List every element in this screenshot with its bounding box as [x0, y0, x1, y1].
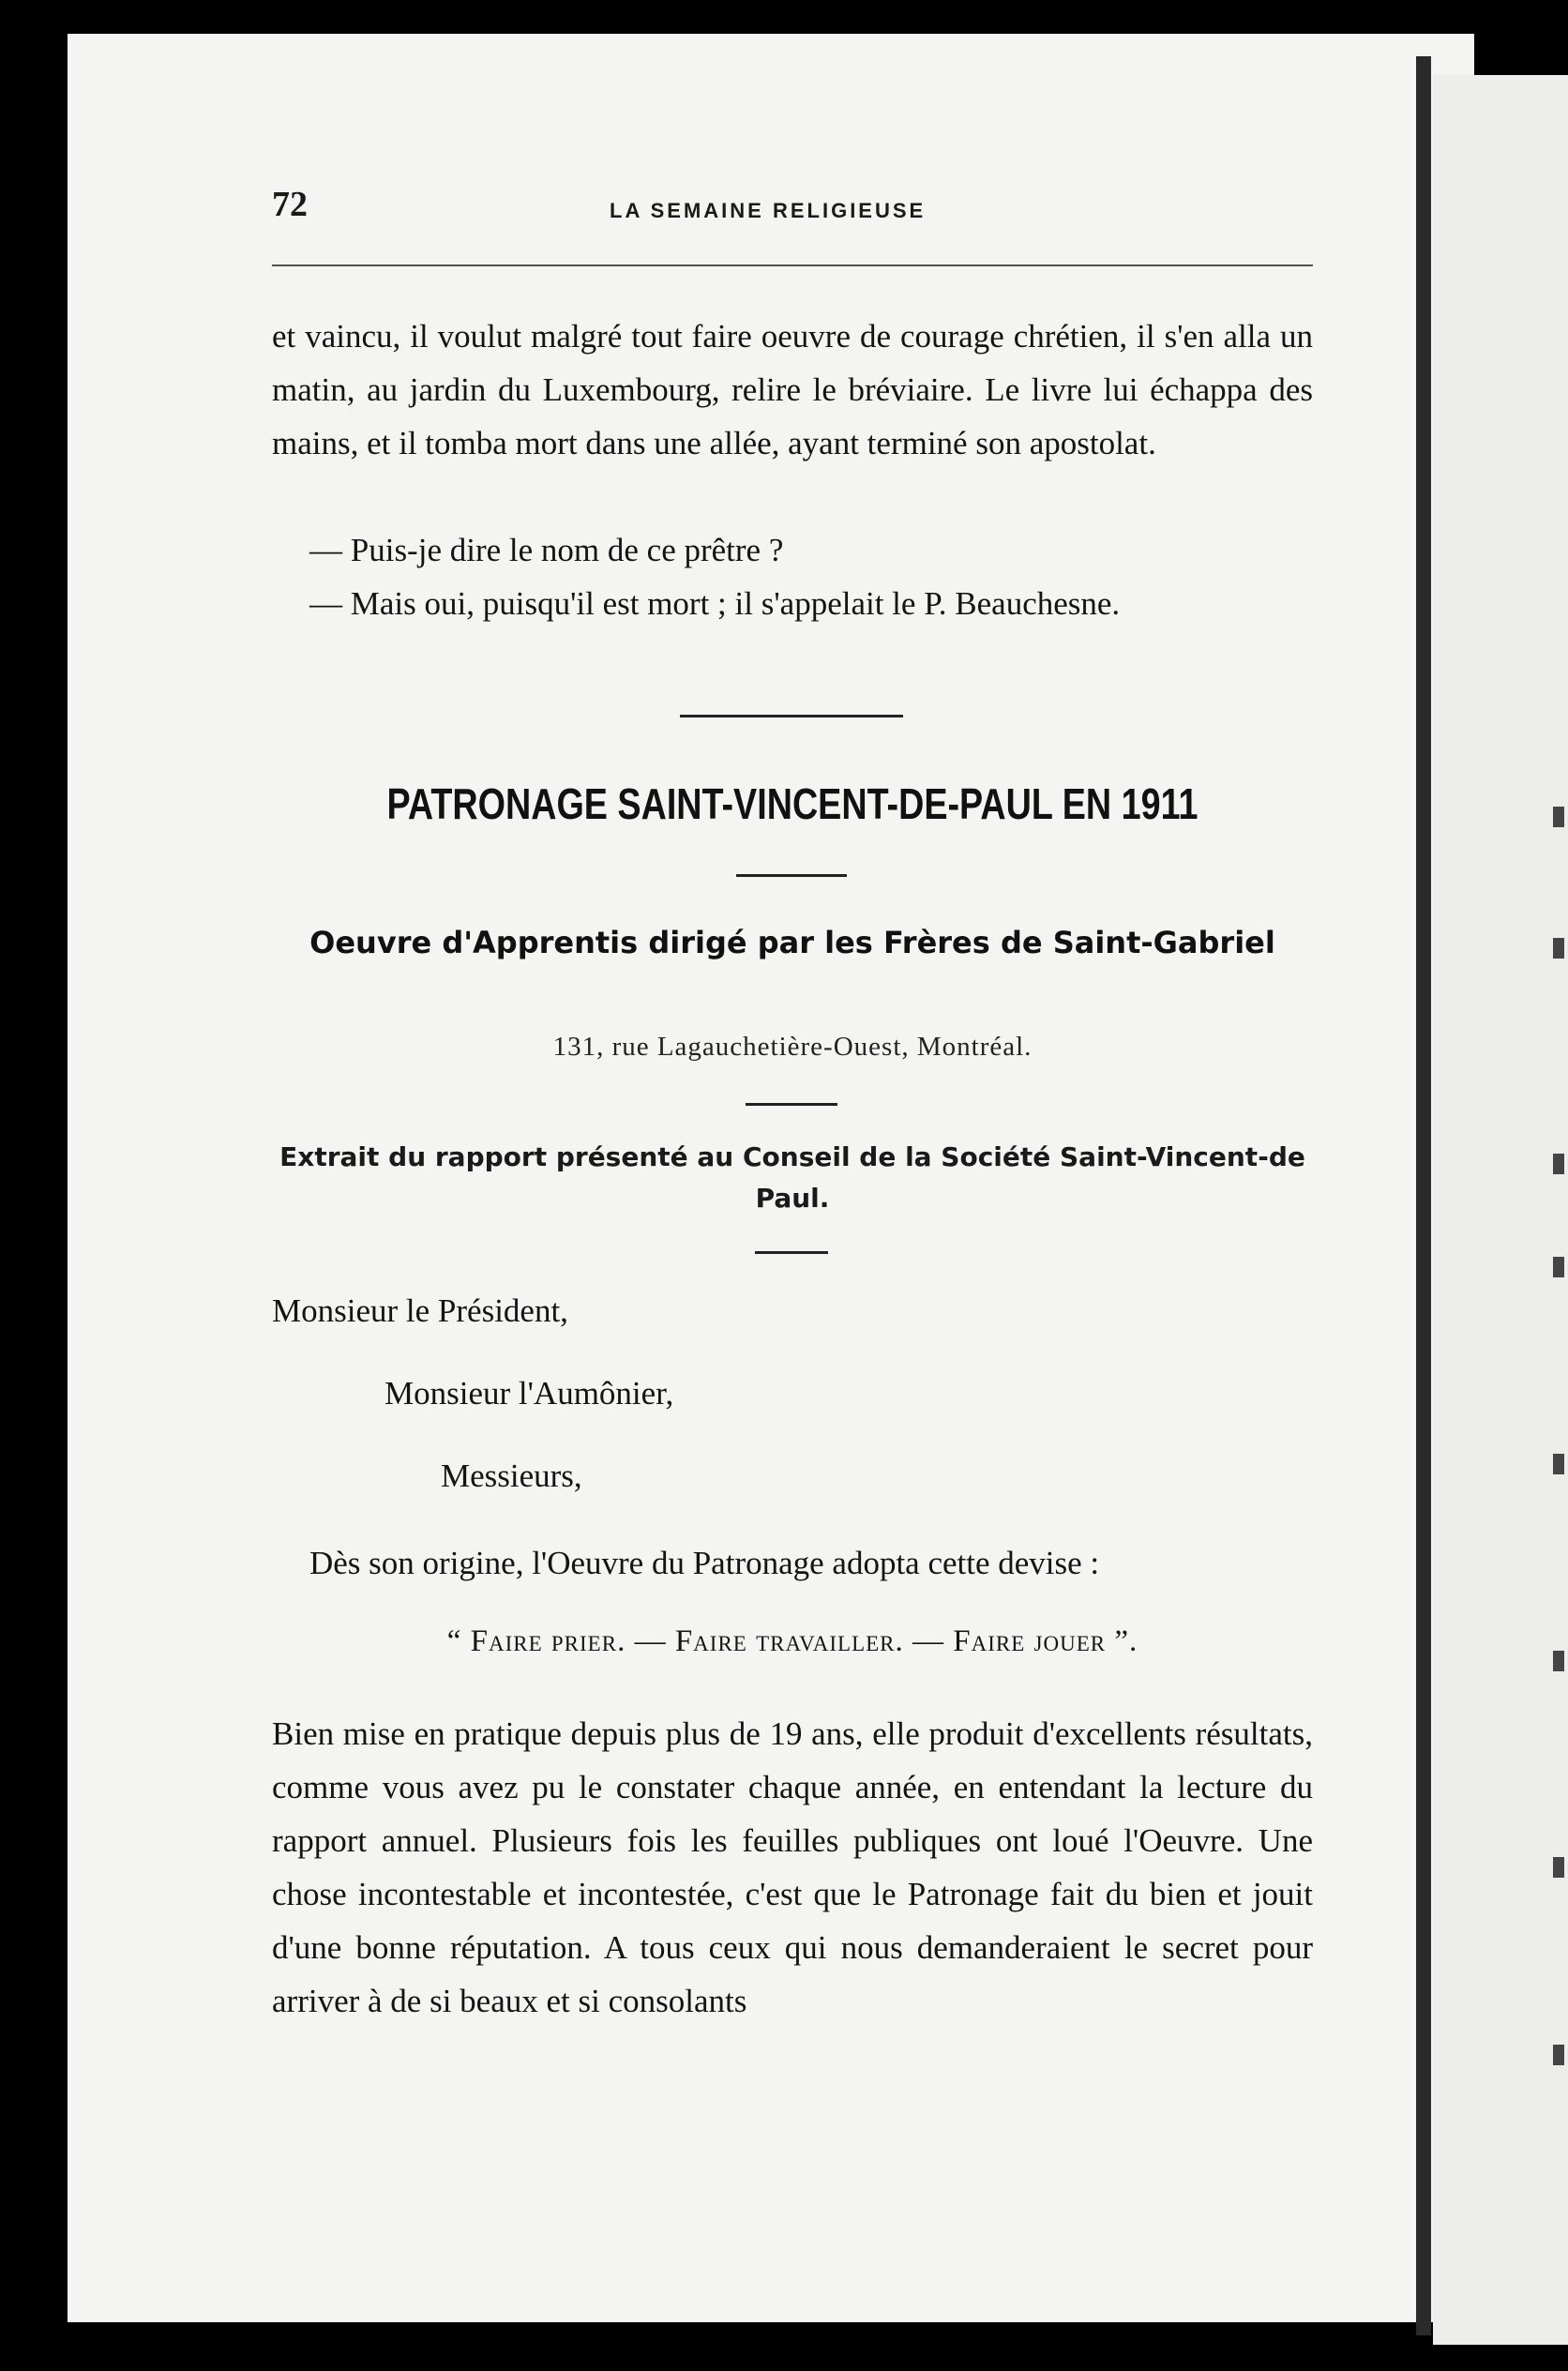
salutation-president: Monsieur le Président, — [272, 1292, 568, 1329]
facing-page-glyph — [1553, 1857, 1564, 1878]
facing-page-glyph — [1553, 1154, 1564, 1174]
running-title: LA SEMAINE RELIGIEUSE — [610, 199, 927, 222]
facing-page-glyph — [1553, 1454, 1564, 1474]
intro-paragraph: Dès son origine, l'Oeuvre du Patronage adopta cette devise : — [309, 1545, 1100, 1581]
section-divider — [680, 715, 903, 717]
article-subtitle: Oeuvre d'Apprentis dirigé par les Frères de Saint-Gabriel — [309, 925, 1275, 960]
page-number: 72 — [272, 185, 308, 224]
address-line: 131, rue Lagauchetière-Ouest, Montréal. — [552, 1032, 1033, 1062]
facing-page-glyph — [1553, 1651, 1564, 1671]
facing-page-glyph — [1553, 2045, 1564, 2065]
dialogue-line: — Mais oui, puisqu'il est mort ; il s'appelait le P. Beauchesne. — [309, 585, 1121, 622]
salutation-chaplain: Monsieur l'Aumônier, — [384, 1375, 674, 1412]
article-title: PATRONAGE SAINT-VINCENT-DE-PAUL EN 1911 — [386, 779, 1199, 828]
facing-page-glyph — [1553, 1257, 1564, 1277]
book-gutter — [1416, 56, 1431, 2335]
body-paragraph: Bien mise en pratique depuis plus de 19 ans, elle produit d'excellents résultats, comme vous avez pu le constater chaque année, en entendant la lecture du rapport annuel. Plusieurs fois les feuilles publiques ont loué l'Oeuvre. Une chose incontestable et incontestée, c'est que le Patronage fait du bien et jouit d'une bonne réputation. A tous ceux qui nous demanderaient le secret pour arriver à de si beaux et si consolants — [272, 1715, 1313, 2019]
address-divider — [746, 1103, 837, 1106]
facing-page-glyph — [1553, 938, 1564, 959]
extract-note: Extrait du rapport présenté au Conseil de la Société Saint-Vincent-de Paul. — [279, 1141, 1305, 1214]
title-divider — [736, 874, 847, 877]
facing-page-edge — [1433, 75, 1568, 2345]
facing-page-glyph — [1553, 807, 1564, 827]
extract-divider — [755, 1251, 828, 1254]
continued-paragraph: et vaincu, il voulut malgré tout faire oeuvre de courage chrétien, il s'en alla un matin, au jardin du Luxembourg, relire le bréviaire. Le livre lui échappa des mains, et il tomba mort dans une allée, ayant terminé son apostolat. — [272, 318, 1313, 461]
header-rule — [272, 264, 1313, 266]
motto: “ Faire prier. — Faire travailler. — Faire jouer ”. — [446, 1624, 1138, 1658]
salutation-gentlemen: Messieurs, — [441, 1457, 582, 1494]
dialogue-line: — Puis-je dire le nom de ce prêtre ? — [309, 532, 784, 568]
